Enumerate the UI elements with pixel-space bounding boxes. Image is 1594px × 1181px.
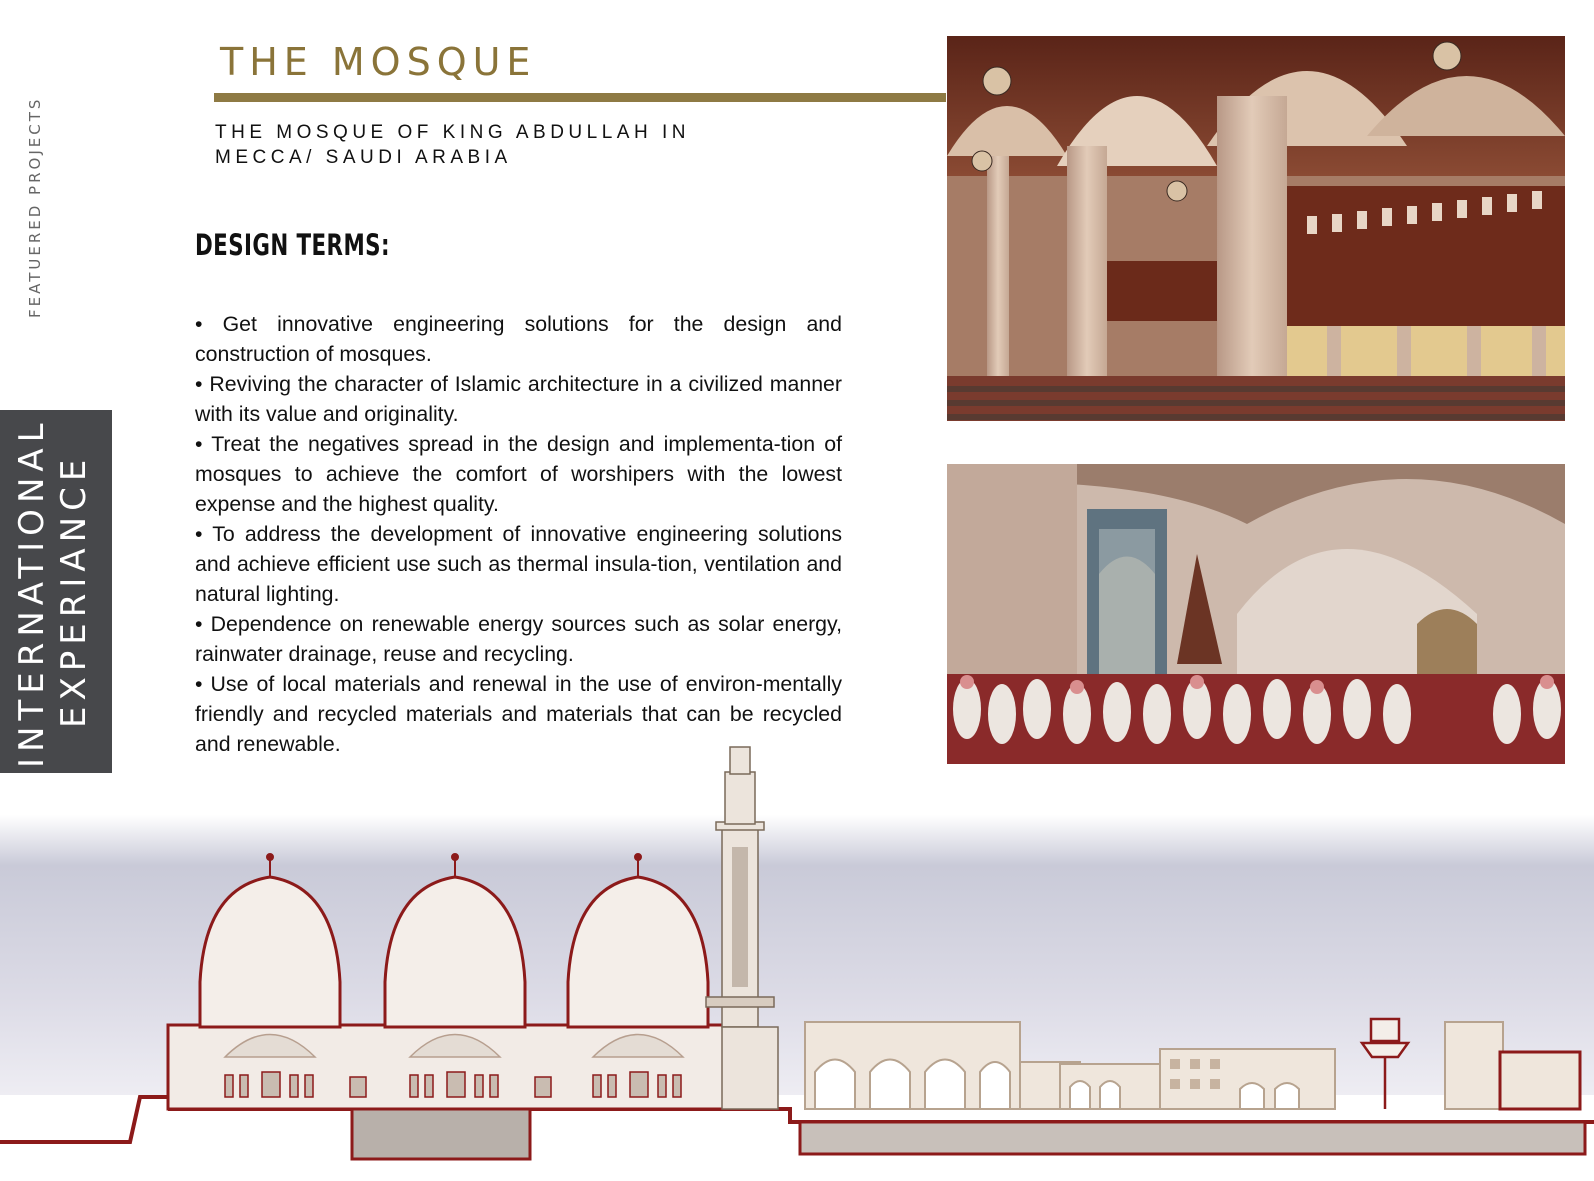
- featured-projects-label: [26, 58, 48, 318]
- design-term-item: • Treat the negatives spread in the design and implementa-tion of mosques to achieve the comfort of worshipers with the lowest expense and the highest quality.: [195, 432, 842, 516]
- design-term-item: • Dependence on renewable energy sources such as solar energy, rainwater drainage, reuse and recycling.: [195, 612, 842, 666]
- design-term-item: • To address the development of innovative engineering solutions and achieve efficient use such as thermal insula-tion, ventilation and natural lighting.: [195, 522, 842, 606]
- design-terms-heading: DESIGN TERMS:: [195, 228, 390, 262]
- subtitle-line-2: MECCA/ SAUDI ARABIA: [215, 147, 512, 168]
- subtitle-line-1: THE MOSQUE OF KING ABDULLAH IN: [215, 122, 690, 143]
- featured-projects-text: FEATUERED PROJECTS: [26, 96, 44, 318]
- title-underline: [214, 93, 946, 102]
- category-line-2: EXPERIANCE: [54, 453, 94, 728]
- design-terms-list: [195, 309, 842, 759]
- design-term-item: • Use of local materials and renewal in the use of environ-mentally friendly and recycled materials and materials that can be recycled and renewable.: [195, 672, 842, 756]
- page-title: THE MOSQUE: [220, 40, 537, 84]
- design-term-item: • Get innovative engineering solutions for the design and construction of mosques.: [195, 312, 842, 366]
- category-line-1: INTERNATIONAL: [12, 417, 52, 768]
- category-box: [0, 410, 112, 773]
- project-subtitle: [215, 120, 775, 170]
- mosque-elevation-drawing: [0, 727, 1594, 1181]
- prayer-hall-image: [947, 464, 1565, 764]
- design-term-item: • Reviving the character of Islamic architecture in a civilized manner with its value and originality.: [195, 372, 842, 426]
- interior-arcade-image: [947, 36, 1565, 421]
